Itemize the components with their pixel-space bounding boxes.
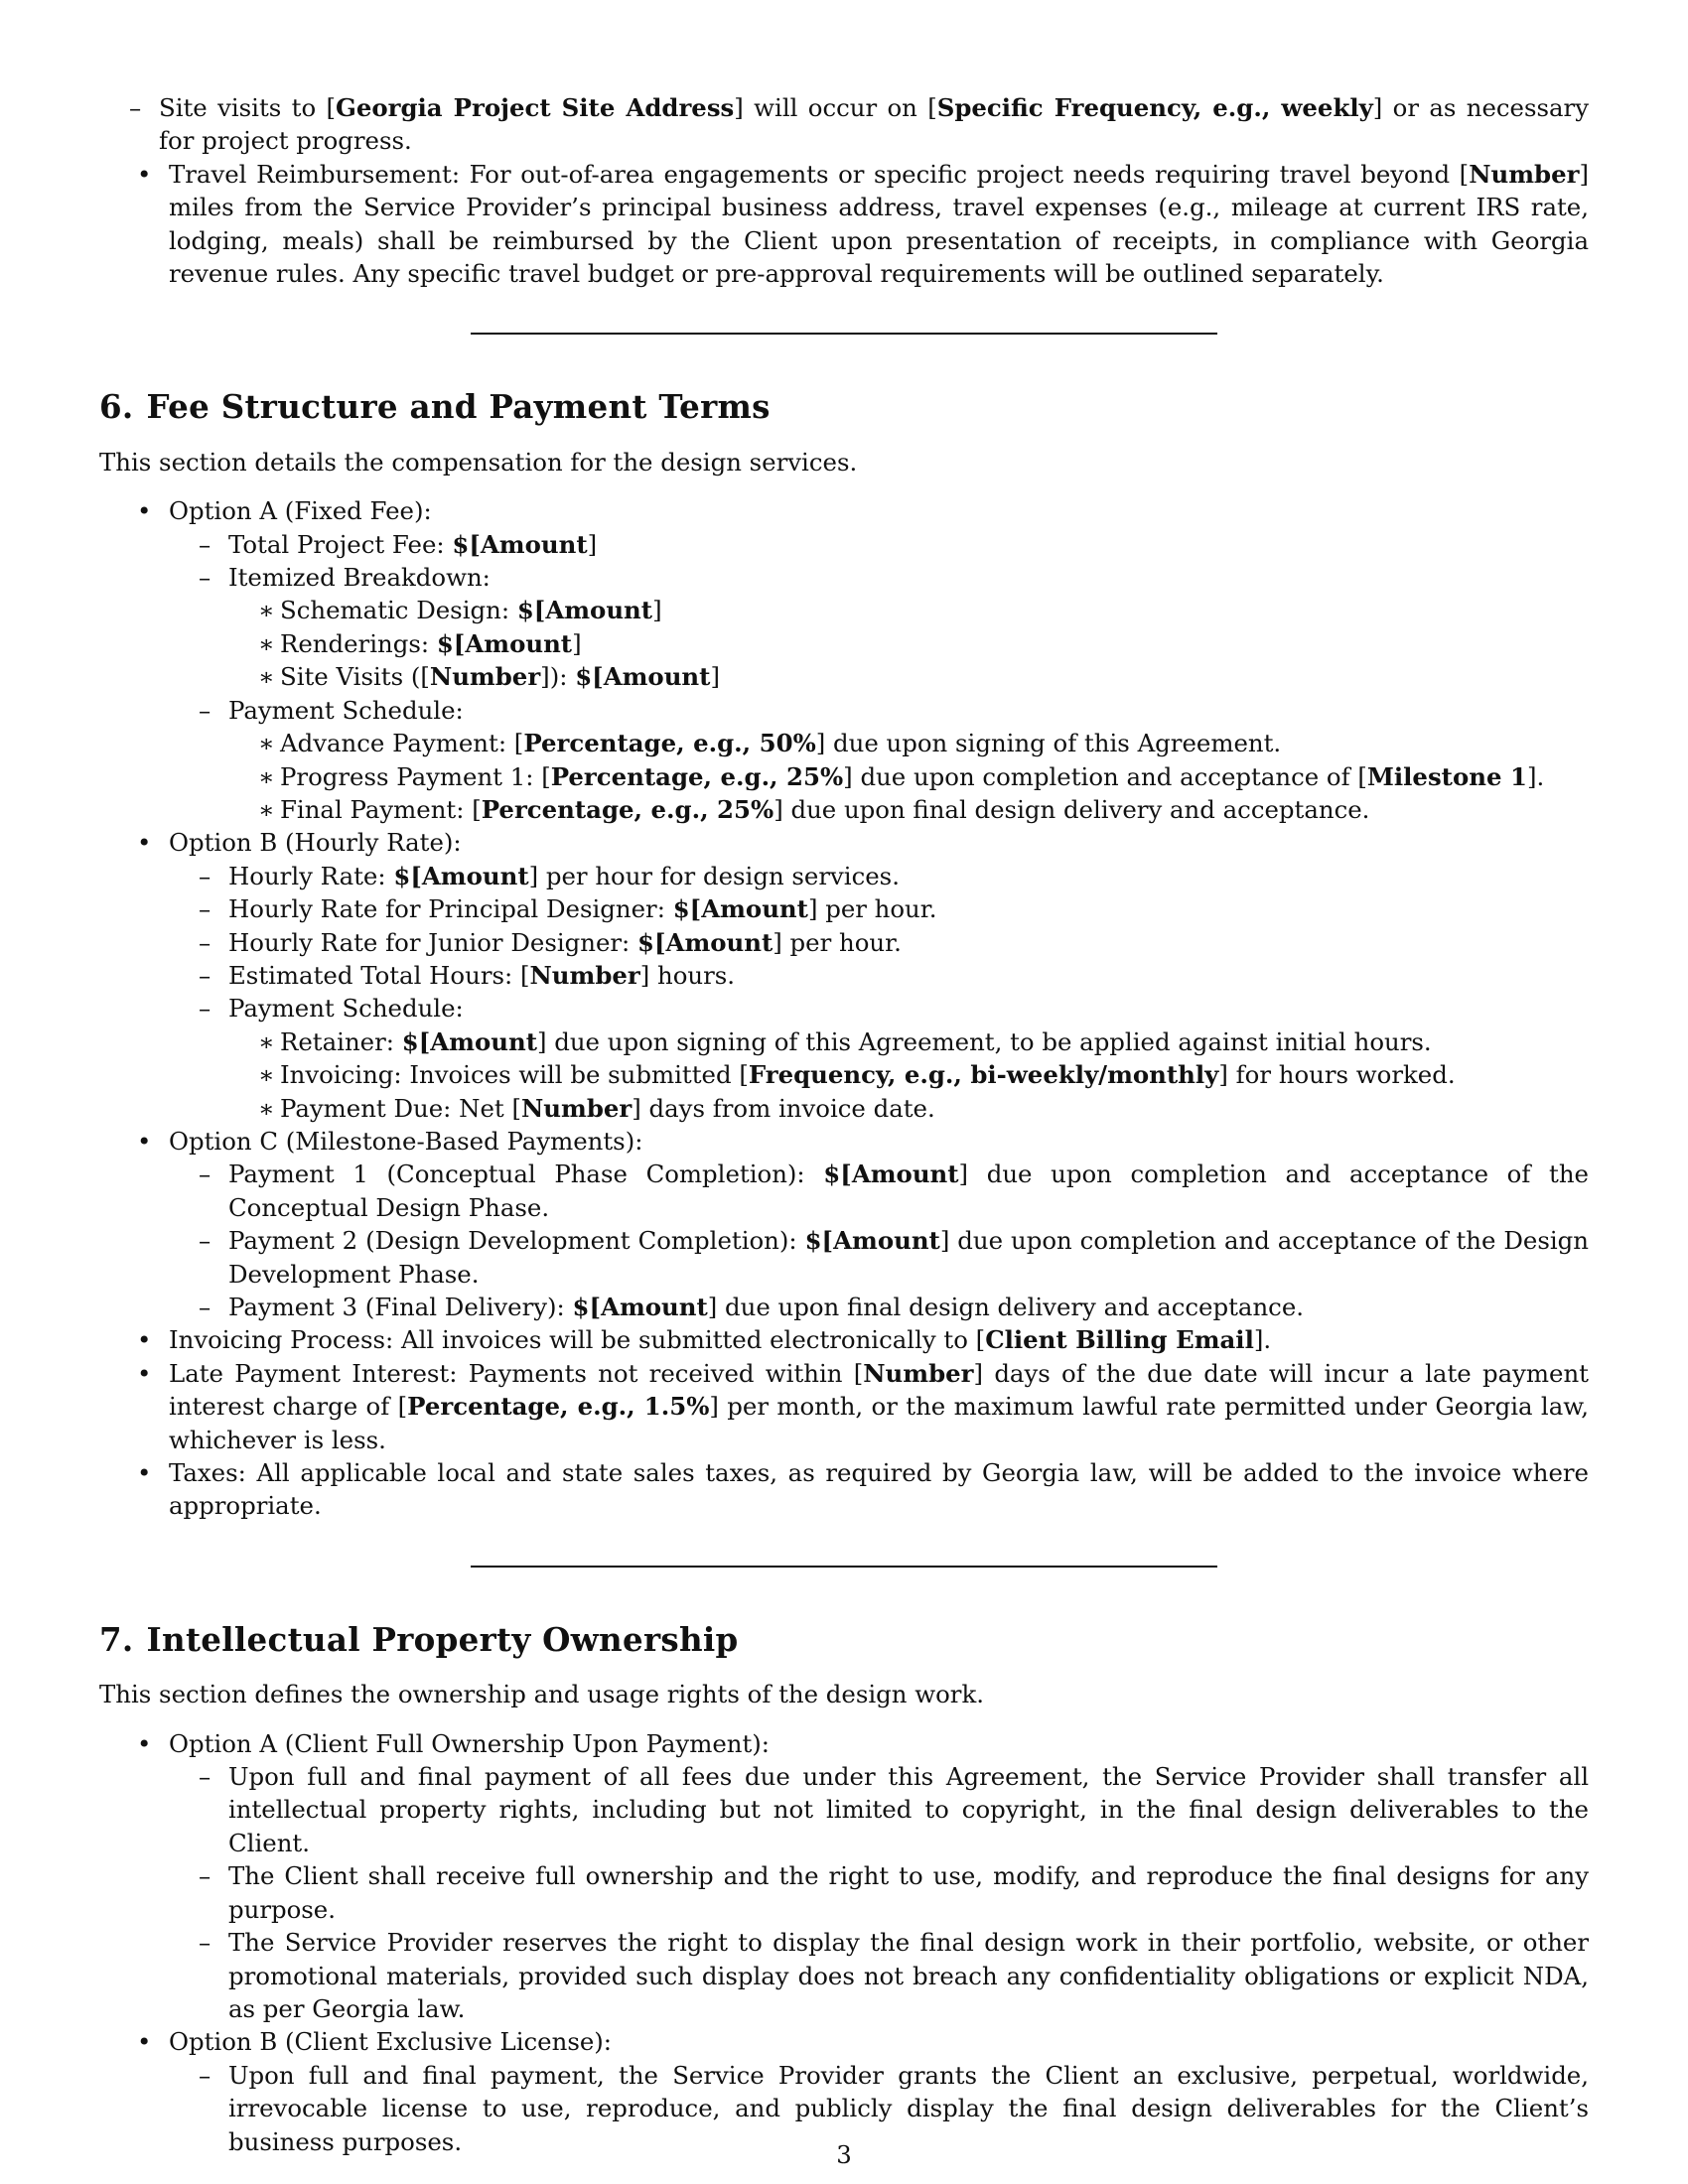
invoicing-process-item: • Invoicing Process: All invoices will be submitted electronically to [Client Billing Email]. xyxy=(99,1323,1589,1356)
bullet-marker: • xyxy=(137,1358,152,1388)
site-visits-item: – Site visits to [Georgia Project Site Address] will occur on [Specific Frequency, e.g., weekly] or as necessary for project progress. xyxy=(129,93,1589,156)
travel-reimbursement-item: • Travel Reimbursement: For out-of-area engagements or specific project needs requiring travel beyond [Number] miles from the Service Provider’s principal business address, travel expenses (e.g., mileage at current IRS rate, lodging, meals) shall be reimbursed by the Client upon presentation of receipts, in compliance with Georgia revenue rules. Any specific travel budget or pre-approval requirements will be outlined separately. xyxy=(137,159,1589,289)
list-item: – Payment Schedule: ∗ Advance Payment: [Percentage, e.g., 50%] due upon signing of this Agreement. ∗ Progress Payment 1: [Percentage, e.g., 25%] due upon completion and acceptance of [Milestone 1]. ∗ Final Payment: [Percentage, e.g., 25%] due upon final design delivery and acceptance. xyxy=(169,694,1589,827)
list-item: ∗ Progress Payment 1: [Percentage, e.g., 25%] due upon completion and acceptance of [Milestone 1]. xyxy=(228,760,1589,793)
dash-marker: – xyxy=(199,927,211,957)
taxes-item: • Taxes: All applicable local and state sales taxes, as required by Georgia law, will be added to the invoice where appropriate. xyxy=(137,1458,1589,1521)
list-item: – Hourly Rate: $[Amount] per hour for design services. xyxy=(169,860,1589,892)
option-b-item: • Option B (Client Exclusive License): – Upon full and final payment, the Service Provider grants the Client an exclusive, perpetual, worldwide, irrevocable license to use, reproduce, and publicly display the final design deliverables for the Client’s business purposes. xyxy=(99,2025,1589,2158)
list-item: – Hourly Rate for Principal Designer: $[Amount] per hour. xyxy=(169,892,1589,925)
option-a-item: • Option A (Fixed Fee): – Total Project Fee: $[Amount] – Itemized Breakdown: ∗ Schematic Design: $[Amount] ∗ Renderings: $[Amount] ∗ Site Visits ([Number]): $[Amount] – Payment Schedule: ∗ Advance Payment: [Percentage, e.g., 50%] due upon signing of this Agreement. ∗ Progress Payment 1: [Percentage, e.g., 25%] due upon completion and acceptance of [Milestone 1]. ∗ Final Payment: [Percentage, e.g., 25%] due upon final design delivery and acceptance. xyxy=(99,494,1589,826)
asterisk-marker: ∗ xyxy=(258,729,275,758)
asterisk-marker: ∗ xyxy=(258,1093,275,1123)
bullet-marker: • xyxy=(137,496,152,526)
bullet-marker: • xyxy=(137,159,152,189)
option-b-item: • Option B (Hourly Rate): – Hourly Rate: $[Amount] per hour for design services. – Hourly Rate for Principal Designer: $[Amount] per hour. – Hourly Rate for Junior Designer: $[Amount] per hour. – Estimated Total Hours: [Number] hours. – Payment Schedule: ∗ Retainer: $[Amount] due upon signing of this Agreement, to be applied against initial hours. ∗ Invoicing: Invoices will be submitted [Frequency, e.g., bi-weekly/monthly] for hours worked. ∗ Payment Due: Net [Number] days from invoice date. xyxy=(99,826,1589,1125)
list-item: – The Service Provider reserves the right to display the final design work in their portfolio, website, or other promotional materials, provided such display does not breach any confidentiality obligations or explicit NDA, as per Georgia law. xyxy=(199,1928,1589,2023)
dash-marker: – xyxy=(199,563,211,593)
fee-options-list xyxy=(99,494,1589,1523)
asterisk-marker: ∗ xyxy=(258,596,275,625)
dash-marker: – xyxy=(199,894,211,924)
list-item: ∗ Schematic Design: $[Amount] xyxy=(228,594,1589,626)
dash-marker: – xyxy=(199,861,211,890)
bullet-marker: • xyxy=(137,1728,152,1758)
dash-marker: – xyxy=(199,1762,211,1792)
list-item: – Estimated Total Hours: [Number] hours. xyxy=(169,959,1589,992)
dash-marker: – xyxy=(199,2060,211,2090)
dash-marker: – xyxy=(199,529,211,559)
section-heading: 7. Intellectual Property Ownership xyxy=(99,1619,739,1659)
list-item: – Upon full and final payment, the Service Provider grants the Client an exclusive, perpetual, worldwide, irrevocable license to use, reproduce, and publicly display the final design deliverables for the Client’s business purposes. xyxy=(199,2060,1589,2156)
section-heading: 6. Fee Structure and Payment Terms xyxy=(99,387,771,427)
option-c-item: • Option C (Milestone-Based Payments): – Payment 1 (Conceptual Phase Completion): $[Amount] due upon completion and acceptance of the Conceptual Design Phase. – Payment 2 (Design Development Completion): $[Amount] due upon completion and acceptance of the Design Development Phase. – Payment 3 (Final Delivery): $[Amount] due upon final design delivery and acceptance. xyxy=(99,1125,1589,1323)
section-divider xyxy=(471,333,1217,335)
bullet-marker: • xyxy=(137,828,152,858)
dash-marker: – xyxy=(199,695,211,725)
list-item: – The Client shall receive full ownership and the right to use, modify, and reproduce the final designs for any purpose. xyxy=(199,1861,1589,1924)
bullet-marker: • xyxy=(137,1325,152,1355)
list-item: – Payment 1 (Conceptual Phase Completion): $[Amount] due upon completion and acceptance of the Conceptual Design Phase. xyxy=(199,1160,1589,1222)
dash-marker: – xyxy=(129,93,142,122)
list-item: ∗ Advance Payment: [Percentage, e.g., 50%] due upon signing of this Agreement. xyxy=(228,727,1589,759)
dash-marker: – xyxy=(199,1928,211,1958)
list-item: – Payment 2 (Design Development Completion): $[Amount] due upon completion and acceptance of the Design Development Phase. xyxy=(199,1226,1589,1289)
bullet-marker: • xyxy=(137,1126,152,1156)
list-item: ∗ Final Payment: [Percentage, e.g., 25%] due upon final design delivery and acceptance. xyxy=(228,793,1589,826)
bullet-marker: • xyxy=(137,1458,152,1488)
list-item: ∗ Renderings: $[Amount] xyxy=(228,627,1589,660)
late-payment-item: • Late Payment Interest: Payments not received within [Number] days of the due date will incur a late payment interest charge of [Percentage, e.g., 1.5%] per month, or the maximum lawful rate permitted under Georgia law, whichever is less. xyxy=(137,1358,1590,1454)
section-intro: This section details the compensation for the design services. xyxy=(99,447,858,477)
asterisk-marker: ∗ xyxy=(258,1060,275,1090)
document-page xyxy=(99,91,1589,2158)
dash-marker: – xyxy=(199,1293,211,1321)
list-item: ∗ Invoicing: Invoices will be submitted [Frequency, e.g., bi-weekly/monthly] for hours worked. xyxy=(228,1058,1589,1091)
list-item: – Itemized Breakdown: ∗ Schematic Design: $[Amount] ∗ Renderings: $[Amount] ∗ Site Visits ([Number]): $[Amount] xyxy=(169,561,1589,694)
list-item: – Hourly Rate for Junior Designer: $[Amount] per hour. xyxy=(169,926,1589,959)
list-item xyxy=(99,91,1589,158)
section-intro: This section defines the ownership and usage rights of the design work. xyxy=(99,1680,984,1709)
asterisk-marker: ∗ xyxy=(258,761,275,791)
list-item: – Payment 3 (Final Delivery): $[Amount] due upon final design delivery and acceptance. xyxy=(169,1291,1589,1323)
asterisk-marker: ∗ xyxy=(258,1026,275,1056)
dash-marker: – xyxy=(199,1226,211,1256)
bullet-marker: • xyxy=(137,2027,152,2057)
list-item: ∗ Retainer: $[Amount] due upon signing of this Agreement, to be applied against initial hours. xyxy=(228,1025,1589,1058)
list-item: ∗ Payment Due: Net [Number] days from invoice date. xyxy=(228,1092,1589,1125)
dash-marker: – xyxy=(199,994,211,1024)
dash-marker: – xyxy=(199,960,211,990)
list-item: ∗ Site Visits ([Number]): $[Amount] xyxy=(228,660,1589,693)
list-item: – Upon full and final payment of all fees due under this Agreement, the Service Provider shall transfer all intellectual property rights, including but not limited to copyright, in the final design deliverables to the Client. xyxy=(199,1762,1589,1857)
asterisk-marker: ∗ xyxy=(258,662,275,692)
asterisk-marker: ∗ xyxy=(258,628,275,658)
dash-marker: – xyxy=(199,1861,211,1891)
asterisk-marker: ∗ xyxy=(258,794,275,824)
page-number: 3 xyxy=(836,2140,852,2169)
dash-marker: – xyxy=(199,1160,211,1189)
option-a-item: • Option A (Client Full Ownership Upon Payment): – Upon full and final payment of all fees due under this Agreement, the Service Provider shall transfer all intellectual property rights, including but not limited to copyright, in the final design deliverables to the Client. – The Client shall receive full ownership and the right to use, modify, and reproduce the final designs for any purpose. – The Service Provider reserves the right to display the final design work in their portfolio, website, or other promotional materials, provided such display does not breach any confidentiality obligations or explicit NDA, as per Georgia law. xyxy=(99,1727,1589,2026)
section-divider xyxy=(471,1566,1217,1568)
list-item: – Total Project Fee: $[Amount] xyxy=(169,528,1589,561)
list-item: – Payment Schedule: ∗ Retainer: $[Amount] due upon signing of this Agreement, to be applied against initial hours. ∗ Invoicing: Invoices will be submitted [Frequency, e.g., bi-weekly/monthly] for hours worked. ∗ Payment Due: Net [Number] days from invoice date. xyxy=(169,992,1589,1125)
ip-options-list xyxy=(99,1727,1589,2158)
travel-list xyxy=(99,91,1589,290)
